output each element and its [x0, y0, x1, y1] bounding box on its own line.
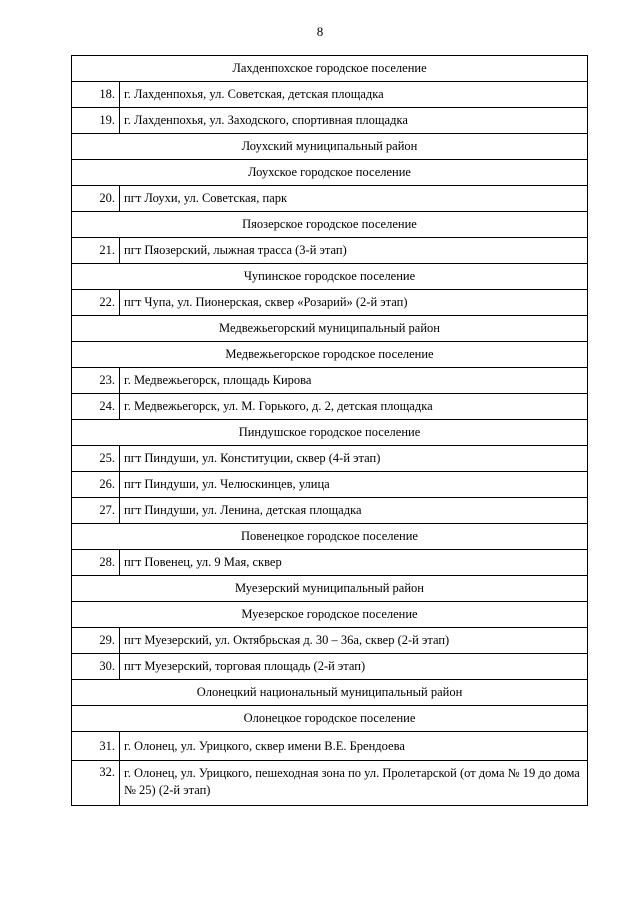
section-title: Пиндушское городское поселение [72, 420, 588, 446]
section-title: Муезерское городское поселение [72, 602, 588, 628]
section-header-row [72, 342, 588, 368]
row-description: пгт Пиндуши, ул. Челюскинцев, улица [120, 472, 588, 498]
row-number: 27. [72, 498, 120, 524]
section-title: Пяозерское городское поселение [72, 212, 588, 238]
row-description: пгт Пиндуши, ул. Конституции, сквер (4-й этап) [120, 446, 588, 472]
section-header-row [72, 316, 588, 342]
table-row [72, 498, 588, 524]
row-number: 25. [72, 446, 120, 472]
table-body [72, 56, 588, 806]
row-number: 29. [72, 628, 120, 654]
table-row [72, 550, 588, 576]
table-row [72, 654, 588, 680]
objects-table [71, 55, 588, 806]
row-number: 20. [72, 186, 120, 212]
table-row [72, 238, 588, 264]
row-description: г. Олонец, ул. Урицкого, пешеходная зона по ул. Пролетарской (от дома № 19 до дома № 25) (2-й этап) [120, 761, 588, 806]
section-title: Лоухское городское поселение [72, 160, 588, 186]
section-header-row [72, 160, 588, 186]
row-number: 19. [72, 108, 120, 134]
section-header-row [72, 524, 588, 550]
section-header-row [72, 576, 588, 602]
section-title: Муезерский муниципальный район [72, 576, 588, 602]
section-title: Лоухский муниципальный район [72, 134, 588, 160]
row-description: г. Лахденпохья, ул. Заходского, спортивная площадка [120, 108, 588, 134]
row-description: пгт Чупа, ул. Пионерская, сквер «Розарий» (2-й этап) [120, 290, 588, 316]
row-description: пгт Повенец, ул. 9 Мая, сквер [120, 550, 588, 576]
page-number: 8 [316, 24, 324, 39]
section-title: Лахденпохское городское поселение [72, 56, 588, 82]
table-row [72, 368, 588, 394]
row-description: г. Медвежьегорск, ул. М. Горького, д. 2, детская площадка [120, 394, 588, 420]
section-title: Олонецкое городское поселение [72, 706, 588, 732]
table-row [72, 732, 588, 761]
section-title: Медвежьегорский муниципальный район [72, 316, 588, 342]
section-title: Чупинское городское поселение [72, 264, 588, 290]
table-row [72, 472, 588, 498]
table-row [72, 628, 588, 654]
row-description: пгт Пиндуши, ул. Ленина, детская площадка [120, 498, 588, 524]
table-row [72, 446, 588, 472]
table-row [72, 290, 588, 316]
row-number: 28. [72, 550, 120, 576]
section-header-row [72, 264, 588, 290]
row-description: г. Лахденпохья, ул. Советская, детская площадка [120, 82, 588, 108]
row-description: пгт Муезерский, ул. Октябрьская д. 30 – 36а, сквер (2-й этап) [120, 628, 588, 654]
row-number: 22. [72, 290, 120, 316]
table-row [72, 186, 588, 212]
row-number: 31. [72, 732, 120, 761]
section-header-row [72, 212, 588, 238]
section-header-row [72, 602, 588, 628]
section-header-row [72, 134, 588, 160]
row-description: пгт Муезерский, торговая площадь (2-й этап) [120, 654, 588, 680]
section-header-row [72, 420, 588, 446]
table-row [72, 108, 588, 134]
row-number: 23. [72, 368, 120, 394]
section-header-row [72, 56, 588, 82]
section-title: Повенецкое городское поселение [72, 524, 588, 550]
section-title: Медвежьегорское городское поселение [72, 342, 588, 368]
row-number: 24. [72, 394, 120, 420]
table-row [72, 394, 588, 420]
row-number: 21. [72, 238, 120, 264]
row-number: 32. [72, 761, 120, 806]
table-row [72, 761, 588, 806]
row-description: г. Олонец, ул. Урицкого, сквер имени В.Е. Брендоева [120, 732, 588, 761]
row-description: пгт Лоухи, ул. Советская, парк [120, 186, 588, 212]
section-title: Олонецкий национальный муниципальный район [72, 680, 588, 706]
row-number: 18. [72, 82, 120, 108]
section-header-row [72, 680, 588, 706]
row-number: 26. [72, 472, 120, 498]
section-header-row [72, 706, 588, 732]
row-description: г. Медвежьегорск, площадь Кирова [120, 368, 588, 394]
table-row [72, 82, 588, 108]
row-number: 30. [72, 654, 120, 680]
row-description: пгт Пяозерский, лыжная трасса (3-й этап) [120, 238, 588, 264]
